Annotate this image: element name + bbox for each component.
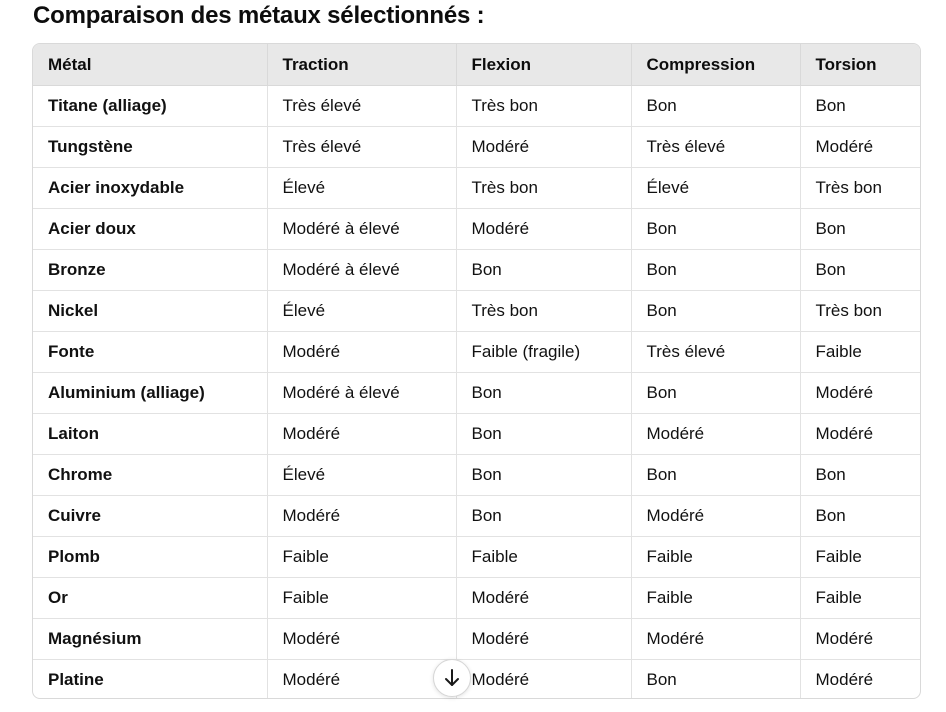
traction-cell: Élevé [267, 291, 456, 332]
metal-cell: Cuivre [33, 496, 267, 537]
flexion-cell: Modéré [456, 127, 631, 168]
traction-cell: Modéré à élevé [267, 373, 456, 414]
table-row [33, 455, 920, 496]
torsion-cell: Bon [800, 496, 920, 537]
traction-cell: Modéré à élevé [267, 209, 456, 250]
flexion-cell: Bon [456, 496, 631, 537]
traction-cell: Modéré [267, 660, 456, 700]
compression-cell: Modéré [631, 414, 800, 455]
torsion-cell: Modéré [815, 670, 874, 689]
metal-cell: Chrome [33, 455, 267, 496]
flexion-cell: Bon [456, 455, 631, 496]
table-row [33, 250, 920, 291]
arrow-down-icon [443, 668, 461, 688]
flexion-cell: Faible [456, 537, 631, 578]
traction-cell: Modéré à élevé [267, 250, 456, 291]
table-row [33, 414, 920, 455]
traction-cell: Modéré [267, 496, 456, 537]
comparison-table-container [32, 43, 921, 699]
table-row [33, 619, 920, 660]
header-flexion: Flexion [456, 44, 631, 86]
table-row [33, 168, 920, 209]
metal-cell: Aluminium (alliage) [33, 373, 267, 414]
metal-cell: Platine [33, 660, 267, 700]
metal-cell: Or [33, 578, 267, 619]
torsion-cell: Faible [800, 578, 920, 619]
compression-cell: Bon [631, 291, 800, 332]
compression-cell: Faible [631, 578, 800, 619]
flexion-cell: Très bon [456, 86, 631, 127]
metal-cell: Magnésium [33, 619, 267, 660]
table-row [33, 373, 920, 414]
table-row [33, 537, 920, 578]
torsion-cell: Modéré [800, 619, 920, 660]
scroll-down-button[interactable] [433, 659, 471, 697]
compression-cell: Bon [631, 250, 800, 291]
flexion-cell: Bon [456, 250, 631, 291]
flexion-cell: Bon [456, 414, 631, 455]
torsion-cell: Bon [800, 86, 920, 127]
flexion-cell: Modéré [456, 209, 631, 250]
torsion-cell: Bon [800, 250, 920, 291]
metal-cell: Acier inoxydable [33, 168, 267, 209]
table-row [33, 660, 920, 700]
compression-cell: Modéré [631, 619, 800, 660]
page-heading: Comparaison des métaux sélectionnés : [33, 2, 485, 29]
header-compression: Compression [631, 44, 800, 86]
header-traction: Traction [267, 44, 456, 86]
compression-cell: Faible [631, 537, 800, 578]
compression-cell: Bon [631, 373, 800, 414]
torsion-cell: Très bon [800, 168, 920, 209]
metal-cell: Bronze [33, 250, 267, 291]
torsion-cell: Bon [800, 455, 920, 496]
torsion-cell: Modéré [800, 127, 920, 168]
compression-cell: Bon [631, 660, 800, 700]
traction-cell: Faible [267, 578, 456, 619]
comparison-table [33, 44, 920, 699]
torsion-cell: Faible [800, 332, 920, 373]
table-row [33, 127, 920, 168]
table-row [33, 291, 920, 332]
header-torsion: Torsion [800, 44, 920, 86]
table-row [33, 332, 920, 373]
traction-cell: Modéré [267, 332, 456, 373]
header-row [33, 44, 920, 86]
table-header [33, 44, 920, 86]
traction-cell: Modéré [267, 414, 456, 455]
traction-cell: Modéré [267, 619, 456, 660]
compression-cell: Bon [631, 209, 800, 250]
header-metal: Métal [33, 44, 267, 86]
flexion-cell: Faible (fragile) [456, 332, 631, 373]
table-row [33, 209, 920, 250]
flexion-cell: Très bon [456, 291, 631, 332]
traction-cell: Élevé [267, 168, 456, 209]
torsion-cell: Bon [800, 209, 920, 250]
metal-cell: Plomb [33, 537, 267, 578]
metal-cell: Tungstène [33, 127, 267, 168]
compression-cell: Très élevé [631, 332, 800, 373]
traction-cell: Très élevé [267, 127, 456, 168]
metal-cell: Fonte [33, 332, 267, 373]
flexion-cell: Bon [456, 373, 631, 414]
table-body [33, 86, 920, 700]
metal-cell: Titane (alliage) [33, 86, 267, 127]
traction-cell: Élevé [267, 455, 456, 496]
flexion-cell: Modéré [456, 660, 631, 700]
table-row [33, 496, 920, 537]
torsion-cell: Faible [800, 537, 920, 578]
flexion-cell: Modéré [456, 619, 631, 660]
compression-cell: Modéré [631, 496, 800, 537]
traction-cell: Faible [267, 537, 456, 578]
traction-cell: Très élevé [267, 86, 456, 127]
compression-cell: Bon [631, 86, 800, 127]
torsion-cell: Très bon [800, 291, 920, 332]
compression-cell: Élevé [631, 168, 800, 209]
table-row [33, 578, 920, 619]
compression-cell: Très élevé [631, 127, 800, 168]
compression-cell: Bon [631, 455, 800, 496]
flexion-cell: Très bon [456, 168, 631, 209]
torsion-cell: Modéré [800, 373, 920, 414]
metal-cell: Nickel [33, 291, 267, 332]
torsion-cell: Modéré [800, 414, 920, 455]
flexion-cell: Modéré [456, 578, 631, 619]
metal-cell: Laiton [33, 414, 267, 455]
metal-cell: Acier doux [33, 209, 267, 250]
table-row [33, 86, 920, 127]
